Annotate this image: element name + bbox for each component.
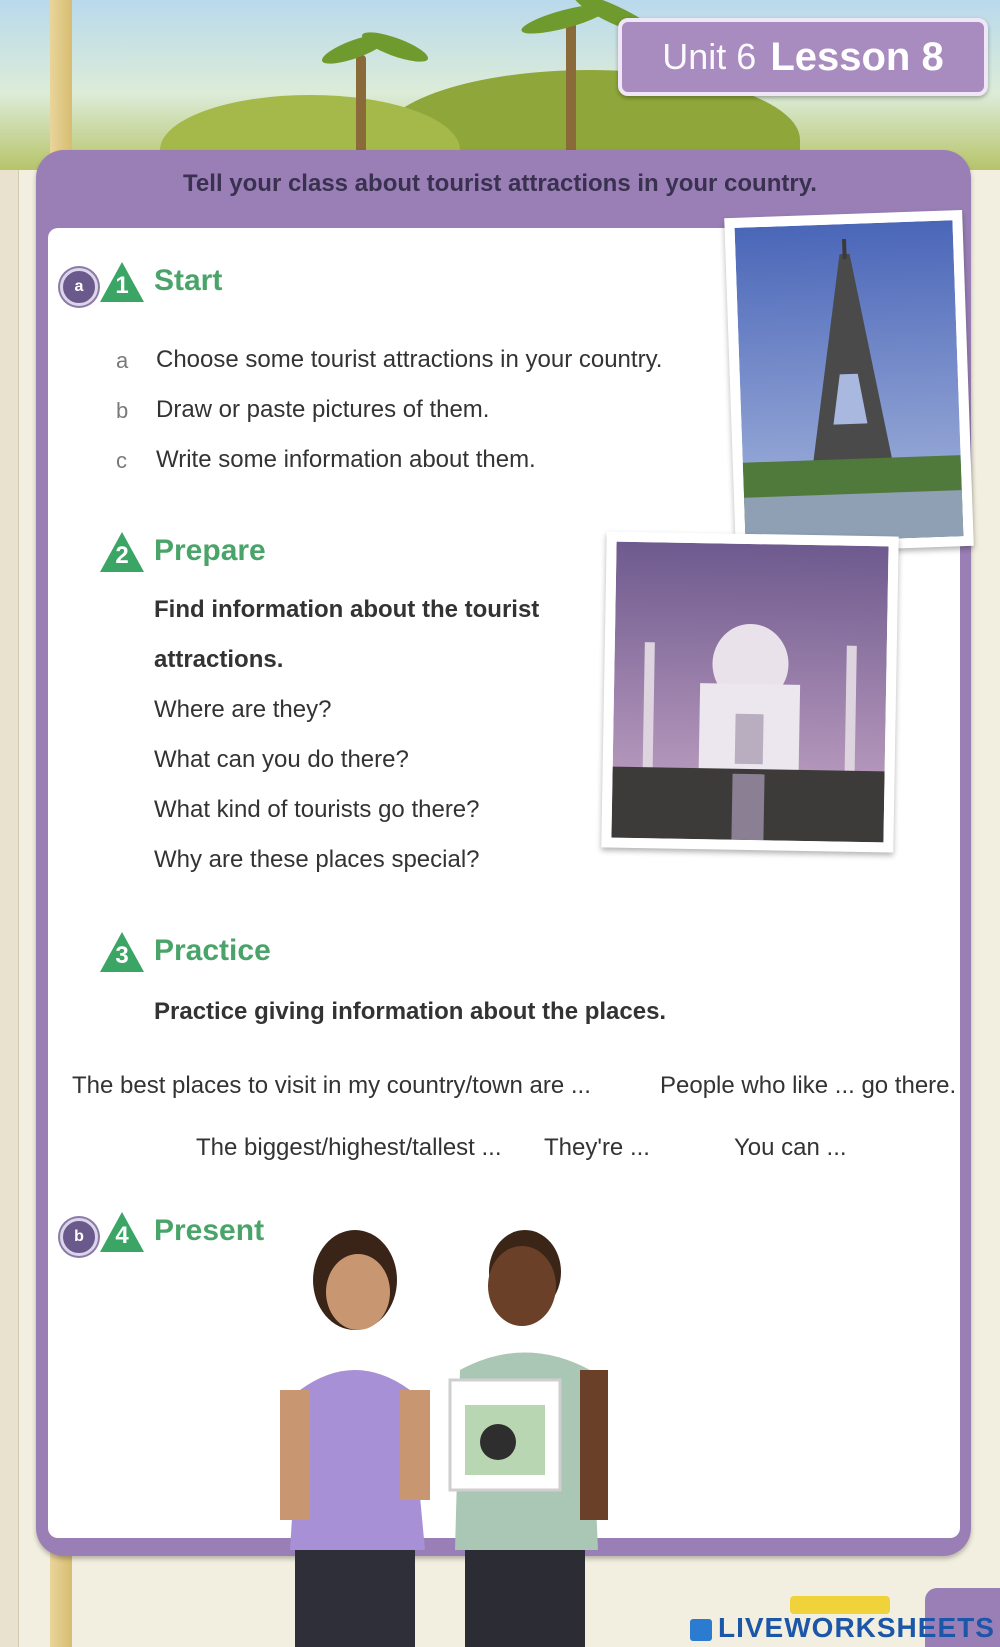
section-disc-a: a <box>60 268 98 306</box>
instruction-heading: Tell your class about tourist attractions in your country. <box>183 170 817 197</box>
unit-lesson-badge <box>618 18 988 96</box>
start-item-b: Draw or paste pictures of them. <box>156 396 490 423</box>
prepare-title: Prepare <box>154 534 266 567</box>
lesson-label: Lesson 8 <box>770 34 944 79</box>
step-4-number: 4 <box>115 1222 129 1249</box>
item-letter: c <box>116 448 127 473</box>
palm-tree <box>566 20 576 170</box>
practice-phrase: You can ... <box>734 1134 847 1161</box>
unit-label: Unit 6 <box>662 36 757 77</box>
prepare-question: Why are these places special? <box>154 846 480 873</box>
practice-title: Practice <box>154 934 271 967</box>
prepare-intro-line-2: attractions. <box>154 646 284 673</box>
item-letter: a <box>116 348 129 373</box>
step-1-number: 1 <box>115 272 129 299</box>
eiffel-tower-photo <box>724 210 974 554</box>
practice-phrase: The biggest/highest/tallest ... <box>196 1134 502 1161</box>
start-item-c: Write some information about them. <box>156 446 536 473</box>
palm-tree <box>356 55 366 165</box>
presenting-children-illustration <box>260 1220 660 1647</box>
present-title: Present <box>154 1214 265 1247</box>
page-left-edge <box>0 0 19 1647</box>
practice-phrase: The best places to visit in my country/town are ... <box>72 1072 591 1099</box>
practice-intro: Practice giving information about the places. <box>154 998 667 1025</box>
start-item-a: Choose some tourist attractions in your country. <box>156 346 663 373</box>
practice-phrase: People who like ... go there. <box>660 1072 957 1099</box>
taj-mahal-photo <box>601 531 898 852</box>
watermark-text: LIVEWORKSHEETS <box>718 1612 995 1643</box>
liveworksheets-logo-icon <box>690 1619 712 1641</box>
prepare-question: What can you do there? <box>154 746 409 773</box>
step-2-number: 2 <box>115 542 129 569</box>
prepare-intro-line-1: Find information about the tourist <box>154 596 540 623</box>
item-letter: b <box>116 398 129 423</box>
practice-phrase: They're ... <box>544 1134 650 1161</box>
prepare-question: Where are they? <box>154 696 332 723</box>
liveworksheets-watermark <box>690 1612 995 1644</box>
section-disc-b: b <box>60 1218 98 1256</box>
prepare-question: What kind of tourists go there? <box>154 796 480 823</box>
step-3-number: 3 <box>115 942 129 969</box>
start-title: Start <box>154 264 223 297</box>
